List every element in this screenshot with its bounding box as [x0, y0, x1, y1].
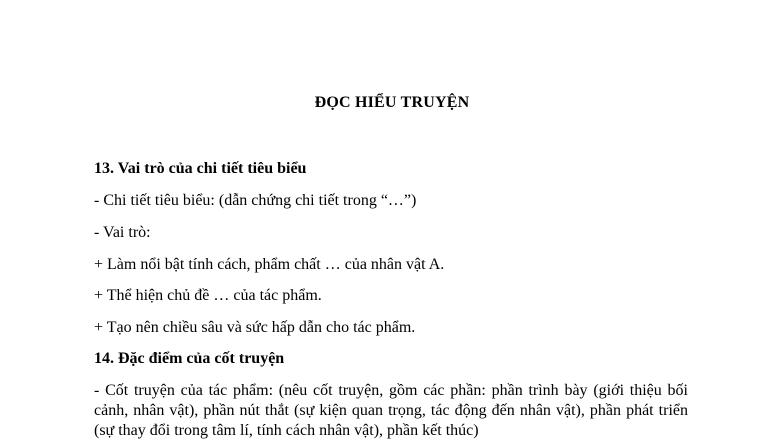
document-title: ĐỌC HIỂU TRUYỆN [314, 94, 470, 111]
section-13-line-2: - Vai trò: [94, 224, 151, 241]
section-13-line-3: + Làm nổi bật tính cách, phẩm chất … của nhân vật A. [94, 256, 445, 273]
section-13-line-4: + Thể hiện chủ đề … của tác phẩm. [94, 287, 322, 304]
section-14-heading: 14. Đặc điểm của cốt truyện [94, 350, 285, 367]
section-13-line-1: - Chi tiết tiêu biểu: (dẫn chứng chi tiết trong “…”) [94, 192, 417, 209]
section-13-line-5: + Tạo nên chiều sâu và sức hấp dẫn cho tác phẩm. [94, 319, 416, 336]
section-13-heading: 13. Vai trò của chi tiết tiêu biểu [94, 160, 307, 177]
section-14-paragraph: - Cốt truyện của tác phẩm: (nêu cốt truyện, gồm các phần: phần trình bày (giới thiệu bối cảnh, nhân vật), phần nút thắt (sự kiện quan trọng, tác động đến nhân vật), phần phát triển (sự thay đổi trong tâm lí, tính cách nhân vật), phần kết thúc) [94, 382, 688, 439]
